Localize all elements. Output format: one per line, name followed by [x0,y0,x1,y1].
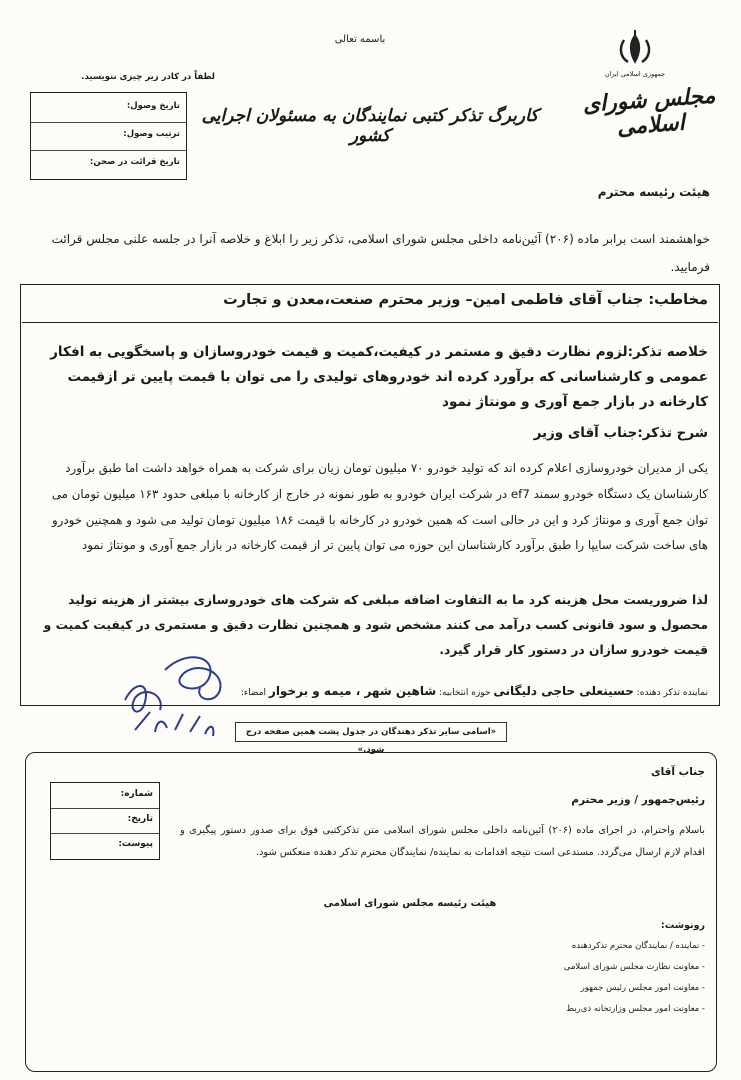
cc-item: - معاونت امور مجلس رئیس جمهور [580,983,705,993]
emblem-caption: جمهوری اسلامی ایران [604,70,666,78]
details-text: یکی از مدیران خودروسازی اعلام کرده اند که تولید خودرو ۷۰ میلیون تومان زیان برای شرکت به همراه خواهد داشت اما طبق برآورد کارشناسان یک دستگاه خودرو سمند ef7 در شرکت ایران خودرو به طور نمونه در خارج از کارخانه با مبلغی حدود ۱۶۳ میلیون تومان می توان جمع آوری و مونتاژ کرد و این در حالی است که همین خودرو در کارخانه با قیمت ۱۸۶ میلیون تومان تولید می شود و همچنین خودرو های ساخت شرکت سایپا را طبق برآورد کارشناسان این حوزه می توان پایین تر از قیمت کارخانه در بازار جمع آوری و مونتاژ نمود [51,461,708,553]
reading-date-label: تاریخ قرائت در صحن: [89,157,180,167]
intro-text: خواهشمند است برابر ماده (۲۰۶) آئین‌نامه داخلی مجلس شورای اسلامی، تذکر زیر را ابلاغ و خلاصه آنرا در جلسه علنی مجلس قرائت فرمایید. [51,232,710,274]
salutation: هیئت رئیسه محترم [597,185,710,199]
sign-label: امضاء: [240,688,267,698]
board-signature: هیئت رئیسه مجلس شورای اسلامی [323,898,497,909]
parliament-logo: مجلس شورای اسلامی [582,83,717,141]
cc-item: - معاونت نظارت مجلس شورای اسلامی [563,962,705,972]
other-reps-note: «اسامی سایر تذکر دهندگان در جدول پشت همین صفحه درج شود.» [235,722,507,742]
cc-item: - معاونت امور مجلس وزارتخانه ذی‌ربط [566,1004,705,1014]
divider [22,322,718,323]
letter-meta-box [50,782,160,860]
conclusion-text: لذا ضروریست محل هزینه کرد ما به التفاوت اضافه مبلغی که شرکت های خودروسازی بیشتر از هزینه تولید محصول و سود قانونی کسب درآمد می کنند مشخص شود و همچنین نظارت دقیق و مستمری در کیفیت کمیت و قیمت خودرو سازان در دستور کار قرار گیرد. [43,593,708,657]
details-heading: شرح تذکر:جناب آقای وزیر [533,425,708,441]
cc-item: - نماینده / نمایندگان محترم تذکردهنده [571,941,705,951]
divider [31,122,186,123]
receipt-box [30,92,187,180]
divider [31,150,186,151]
district-name: شاهین شهر ، میمه و برخوار [268,684,437,698]
number-label: شماره: [120,789,153,799]
rep-label: نماینده تذکر دهنده: [636,688,708,698]
district-label: حوزه انتخابیه: [439,688,491,698]
to-label: جناب آقای [650,766,705,778]
referral-text: باسلام واحترام، در اجرای ماده (۲۰۶) آئین‌نامه داخلی مجلس شورای اسلامی متن تذکرکتبی فوق برای صدور دستور پیگیری و اقدام لازم ارسال می‌گردد. مستدعی است نتیجه اقدامات به نماینده/ نمایندگان محترم تذکر دهنده منعکس شود. [180,825,705,858]
form-title: کاربرگ تذکر کتبی نمایندگان به مسئولان اجرایی کشور [201,106,539,146]
divider [51,808,159,809]
receipt-date-label: تاریخ وصول: [126,101,180,111]
addressee: مخاطب: جناب آقای فاطمی امین– وزیر محترم صنعت،معدن و تجارت [223,292,708,308]
summary: خلاصه تذکر:لزوم نظارت دقیق و مستمر در کیفیت،کمیت و قیمت خودروسازان و پاسخگویی به افکار عمومی و کارشناسانی که برآورد کرده اند خودروهای تولیدی را می توان با قیمت پایین تر ازقیمت کارخانه در بازار جمع آوری و مونتاژ نمود [50,344,708,410]
divider [51,833,159,834]
receipt-order-label: ترتیب وصول: [123,129,180,139]
basmala: باسمه تعالی [334,34,386,45]
cc-heading: رونوشت: [660,920,705,931]
handwritten-signature [105,640,245,750]
iran-emblem-icon [610,30,660,70]
rep-name: حسینعلی حاجی دلیگانی [493,684,634,698]
do-not-write-note: لطفاً در کادر زیر چیزی ننویسید. [81,72,215,82]
attachment-label: پیوست: [118,839,153,849]
cc-list [480,936,705,1020]
date-label: تاریخ: [127,814,153,824]
president-label: رئیس‌جمهور / وزیر محترم [571,794,705,806]
